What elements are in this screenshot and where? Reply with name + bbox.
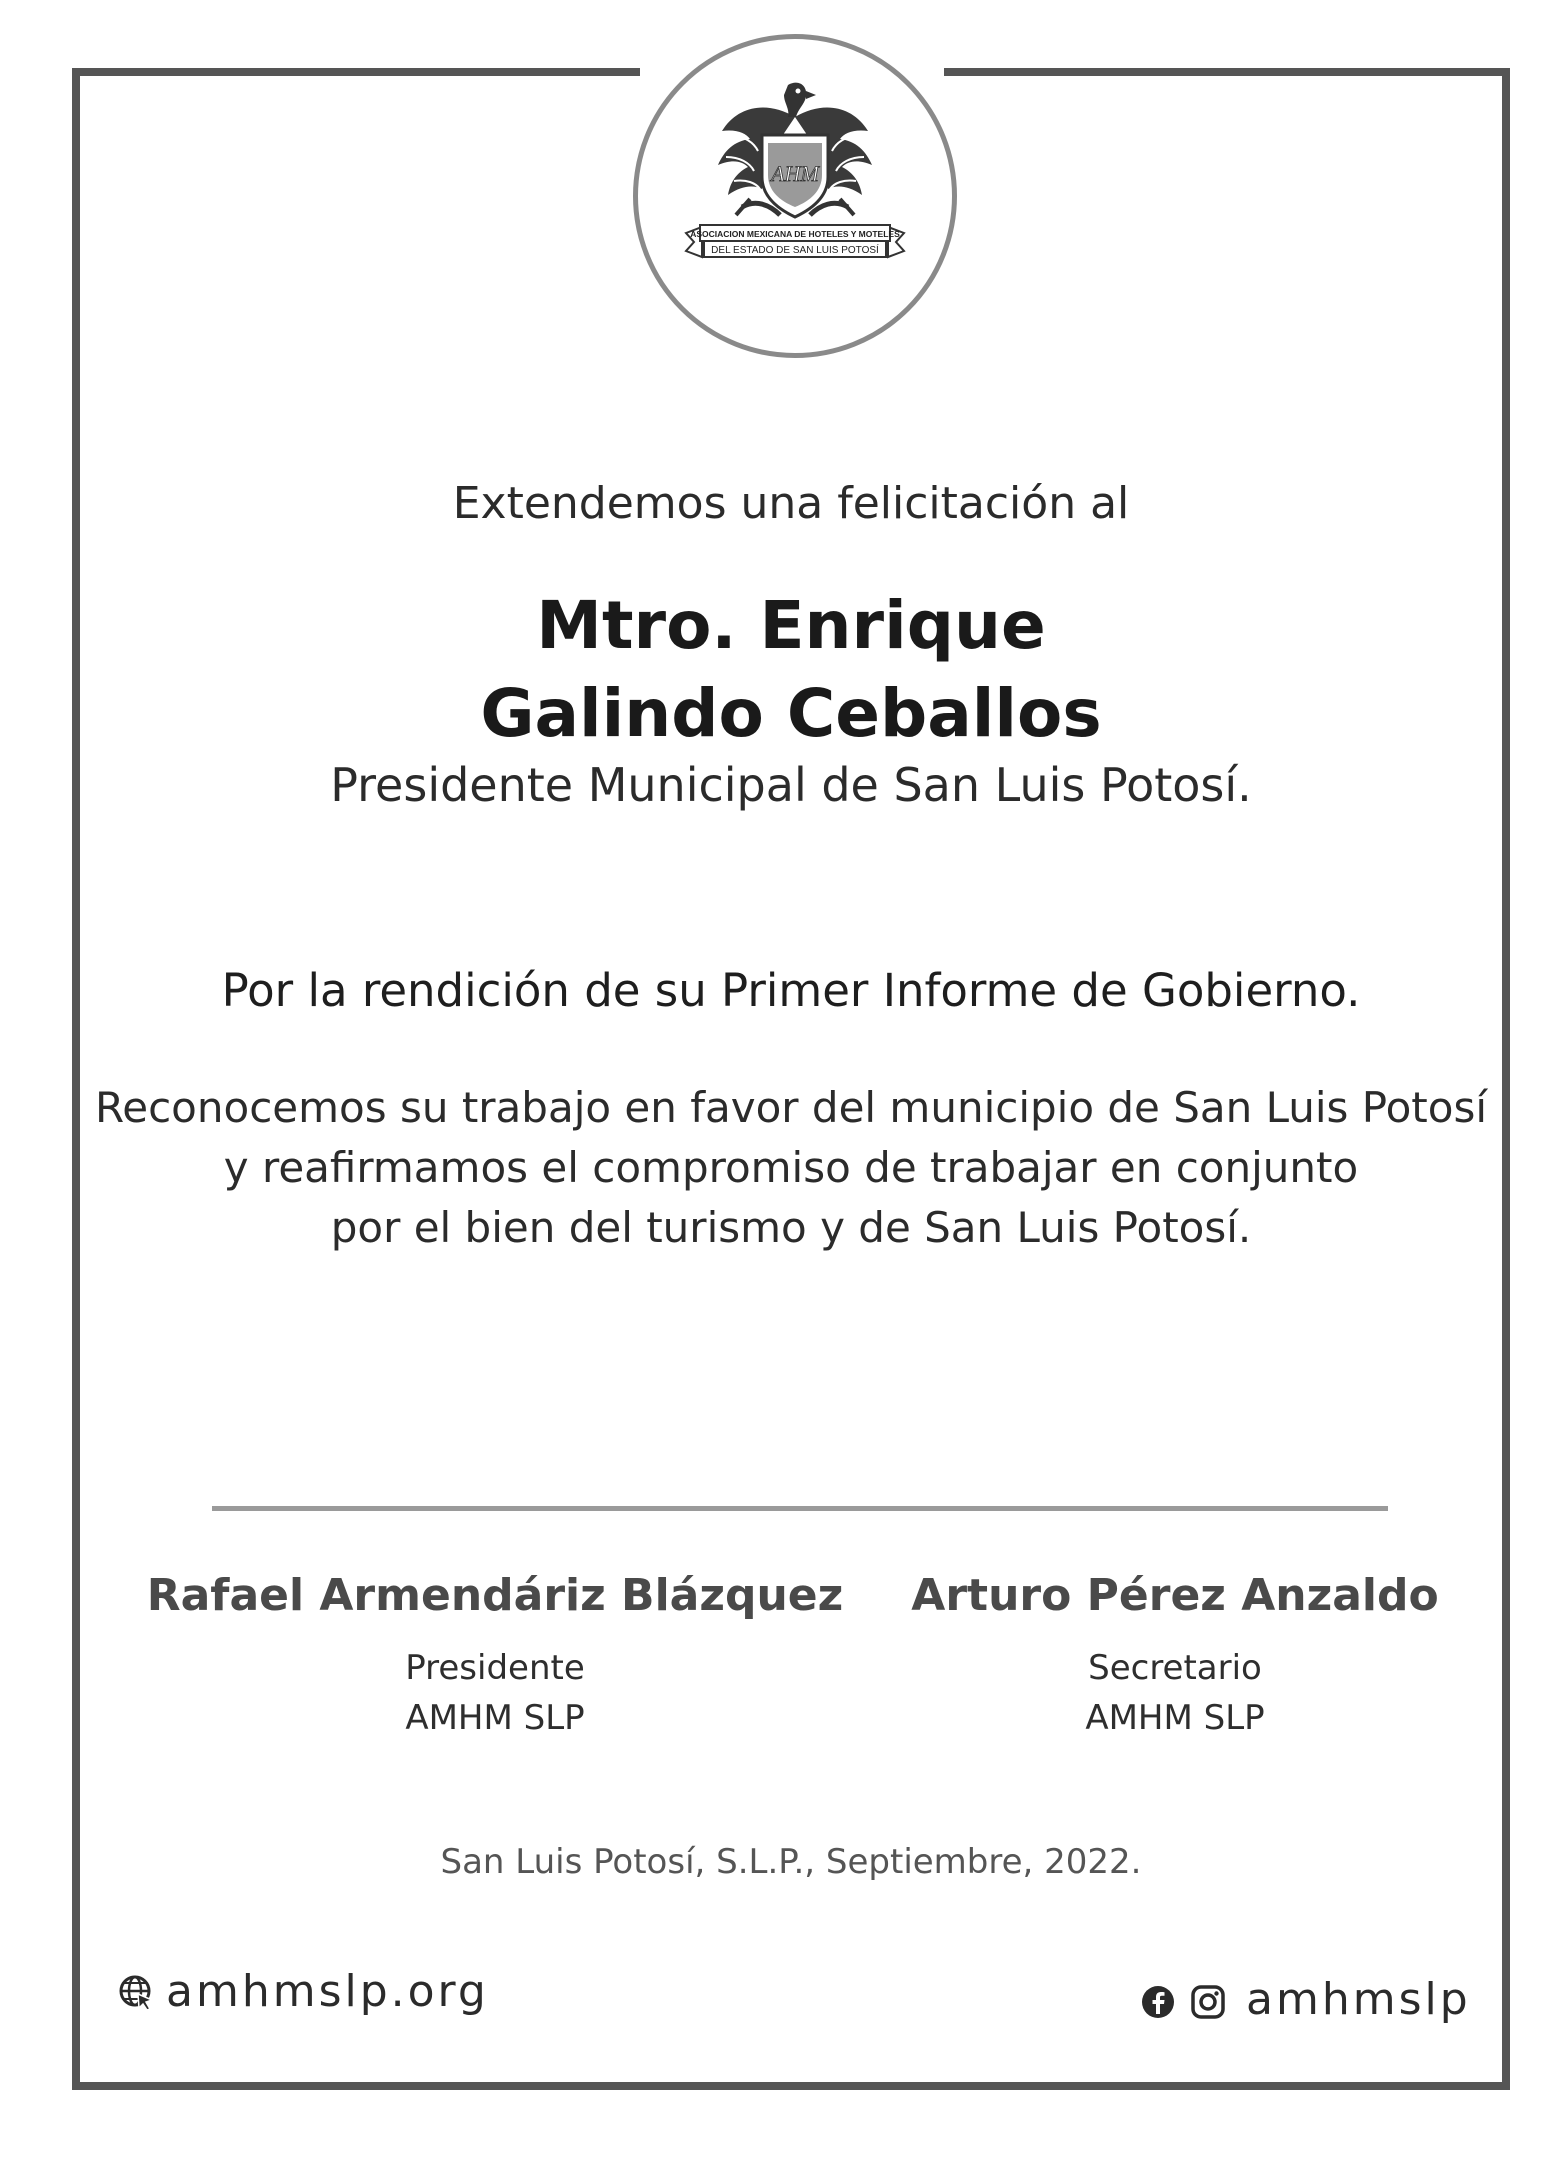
facebook-icon[interactable]: [1140, 1984, 1176, 2020]
svg-text:ASOCIACION MEXICANA DE HOTELES: ASOCIACION MEXICANA DE HOTELES Y MOTELES: [690, 229, 900, 239]
place-and-date: San Luis Potosí, S.L.P., Septiembre, 2022.: [440, 1842, 1142, 1882]
paragraph-line: y reafirmamos el compromiso de trabajar en conjunto: [223, 1143, 1359, 1192]
paragraph-line: Reconocemos su trabajo en favor del municipio de San Luis Potosí: [94, 1083, 1488, 1132]
signatory-position: Secretario: [1088, 1648, 1262, 1688]
eagle-emblem-icon: [638, 39, 952, 353]
honoree-title: Presidente Municipal de San Luis Potosí.: [330, 758, 1252, 812]
svg-text:AHM: AHM: [771, 161, 819, 186]
signatory-organization: AMHM SLP: [405, 1698, 585, 1738]
signatory-name: Rafael Armendáriz Blázquez: [146, 1570, 844, 1621]
social-handle: amhmslp: [1246, 1974, 1471, 2025]
signatory-position: Presidente: [405, 1648, 585, 1688]
globe-cursor-icon: [118, 1974, 156, 2012]
social-links: [1140, 1974, 1471, 2025]
website-text: amhmslp.org: [166, 1966, 489, 2017]
svg-text:DEL ESTADO DE SAN LUIS POTOSÍ: DEL ESTADO DE SAN LUIS POTOSÍ: [711, 245, 879, 256]
instagram-icon[interactable]: [1190, 1984, 1226, 2020]
paragraph-line: por el bien del turismo y de San Luis Potosí.: [330, 1203, 1252, 1252]
honoree-name-line-2: Galindo Ceballos: [480, 675, 1102, 752]
greeting-intro: Extendemos una felicitación al: [452, 478, 1130, 529]
signatory-president: [135, 1570, 855, 1743]
signatory-secretary: [815, 1570, 1535, 1743]
website-link[interactable]: [118, 1966, 489, 2017]
signatory-organization: AMHM SLP: [1085, 1698, 1265, 1738]
honoree-name: [72, 582, 1510, 758]
recognition-paragraph: [72, 1078, 1510, 1258]
congratulation-reason: Por la rendición de su Primer Informe de Gobierno.: [221, 964, 1361, 1017]
association-seal: [633, 34, 957, 358]
signature-divider: [212, 1506, 1388, 1511]
signatory-name: Arturo Pérez Anzaldo: [911, 1570, 1439, 1621]
honoree-name-line-1: Mtro. Enrique: [536, 587, 1046, 664]
